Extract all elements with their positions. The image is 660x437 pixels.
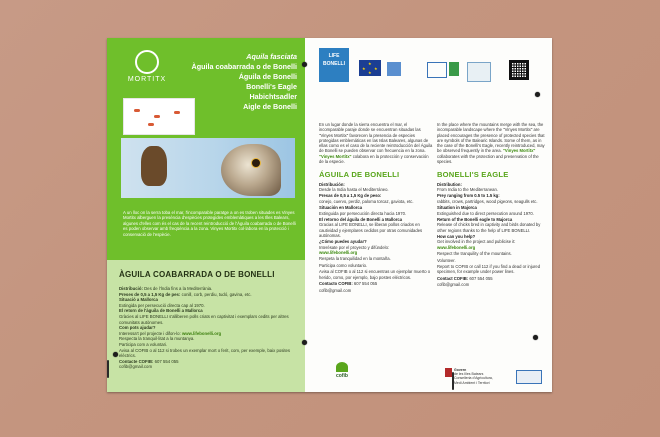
en-item-text: Release of chicks bred in captivity and birds donated by other regions thanks to the help of LIFE BONELLI. (437, 222, 541, 233)
mounting-screw (302, 62, 307, 67)
en-help-line: Report to COFIB or call 112 if you find a dead or injured specimen, for example under power lines. (437, 264, 541, 275)
en-item-text: Get involved in the project and publicise it: (437, 239, 516, 245)
en-item (437, 193, 545, 204)
es-website-link: www.lifebonelli.org (319, 249, 358, 255)
ca-item-text: conill, corb, perdiu, tudó, gavina, etc. (181, 291, 252, 297)
qr-code-icon[interactable] (509, 60, 529, 80)
es-item-text: Extinguida por persecución directa hacia 1970. (319, 210, 407, 216)
govern-line: de les Illes Balears (454, 372, 484, 377)
es-contact-email: cofib@gmail.com (319, 287, 352, 293)
en-intro-text: In the place where the mountains merge with the sea, the incomparable landscape where the "Vinyes Mortitx" are placed encourages the presence of protected species that are symbols of the Balearic Islands. Some of them, as in the case of the Bonelli's Eagle, recently reintroduced, may be observed frequently in the area. (437, 122, 545, 154)
cofib-mark-icon (336, 362, 348, 372)
es-item-label: Presas de 0,5 a 1,5 Kg de peso: (319, 193, 382, 199)
en-item (437, 182, 545, 193)
eagle-photo (121, 138, 295, 198)
en-contact-phone: 607 554 055 (469, 275, 493, 281)
en-contact-label: Contact COFIB: (437, 275, 469, 281)
name-french: Aigle de Bonelli (243, 102, 297, 111)
name-catalan: Àguila coabarrada o de Bonelli (191, 62, 297, 71)
en-help-line: Volunteer. (437, 257, 456, 263)
name-spanish: Águila de Bonelli (238, 72, 297, 81)
partner-logos (319, 46, 544, 84)
en-contact-email: cofib@gmail.com (437, 282, 470, 288)
es-item-text: Desde la India hasta el Mediterráneo. (319, 186, 389, 192)
es-help-line: Participa como voluntario. (319, 262, 368, 268)
en-item-label: How can you help? (437, 234, 476, 240)
en-contact (437, 276, 545, 281)
species-names (177, 52, 297, 112)
es-item-text: Gracias al LIFE BONELLI, se liberan pollos criados en cautividad y ejemplares cedidos por otras comunidades autónomas. (319, 222, 423, 238)
ca-contact-phone: 607 554 055 (154, 358, 179, 364)
government-logo (427, 62, 447, 78)
english-column (437, 122, 545, 289)
mounting-wire (107, 360, 109, 378)
left-panel (107, 38, 305, 392)
mortitx-logo-text: MORTITX (127, 76, 167, 83)
govern-illes-balears-logo (454, 368, 514, 385)
spanish-body (319, 182, 433, 293)
en-intro-brand: "Vinyes Mortitx" (502, 148, 536, 154)
en-item (437, 217, 545, 233)
ca-item-text: Interessa't pel projecte i difon-lo: (119, 330, 181, 336)
ca-help-line: Respecta la tranquil·litat a la muntanya. (119, 336, 195, 342)
es-item-text: Interésate por el proyecto y difúndelo: (319, 244, 390, 250)
govern-line: Conselleria d'Agricultura, (454, 376, 493, 381)
en-intro-tail: collaborates with the protection and preservation of the species. (437, 153, 539, 165)
en-item-label: Distribution: (437, 181, 462, 187)
crest-icon (445, 368, 452, 377)
en-item-text: From India to the Mediterranean. (437, 186, 498, 192)
es-item (319, 193, 433, 204)
en-item (437, 205, 545, 216)
ca-item-label: Situació a Mallorca (119, 297, 158, 303)
distribution-map (123, 98, 195, 135)
leaf-icon (135, 50, 159, 74)
cofib-logo (329, 362, 355, 386)
mortitx-logo (117, 50, 177, 83)
info-board (107, 38, 552, 392)
en-item (437, 234, 545, 250)
spanish-heading: ÁGUILA DE BONELLI (319, 170, 400, 180)
eu-star-icon: ★ (374, 66, 378, 71)
govern-line: Medi Ambient i Territori (454, 380, 490, 385)
mounting-screw (533, 335, 538, 340)
ca-item-label: El retorn de l'àguila de Bonelli a Mallorca (119, 308, 203, 314)
en-website-link: www.lifebonelli.org (437, 244, 476, 250)
intro-catalan-text: A un lloc on la serra toba el mar, l'incomparable paratge a on es troben situades es Vinyes Mortitx alberguen la presència d'espècies protegides emblemàtiques a les Illes Balears, algunes d'elles com és el cas de la recent reintroducció de l'Àguila coabarrada o de Bonelli es poden observar amb freqüència a la zona. Vinyes Mortitx col·labora en la protecció i conservació de l'espècie. (123, 210, 296, 237)
name-english: Bonelli's Eagle (246, 82, 297, 91)
es-contact (319, 281, 433, 286)
es-help-line: Avisa al COFIB o al 112 si encuentras un ejemplar muerto o herido, como, por ejemplo, bajo postes eléctricos. (319, 269, 431, 280)
es-intro-tail: colabora en la protección y conservación de la especie. (319, 153, 429, 165)
en-item-text: rabbits, crows, partridges, wood pigeons, seagulls etc. (437, 198, 538, 204)
mounting-wire (452, 372, 454, 390)
catalan-body (119, 286, 295, 370)
es-item-label: Distribución: (319, 181, 345, 187)
life-bonelli-logo-text: LIFE BONELLI (323, 53, 345, 67)
english-heading: BONELLI'S EAGLE (437, 170, 509, 180)
life-small-logo (449, 62, 459, 76)
es-item-label: El retorno del águila de Bonelli a Mallorca (319, 217, 403, 223)
es-intro-brand: "Vinyes Mortitx" (319, 153, 352, 159)
en-item-label: Prey ranging from 0.5 to 1.5 kg: (437, 193, 500, 199)
ca-item (119, 297, 295, 308)
ca-item-label: Distribució: (119, 286, 143, 291)
eu-star-icon: ★ (362, 66, 366, 71)
natura-logo (387, 62, 401, 76)
latin-name: Aquila fasciata (246, 52, 297, 61)
ca-item-label: Preses de 0,5 a 1,5 Kg de pes: (119, 291, 181, 297)
natura-2000-logo (467, 62, 491, 82)
es-contact-label: Contacto COFIB: (319, 281, 353, 287)
ca-contact-label: Contacte COFIB: (119, 358, 154, 364)
map-range-mark (148, 123, 154, 126)
es-contact-phone: 607 554 055 (353, 281, 378, 287)
life-bonelli-logo (319, 48, 349, 82)
es-item (319, 239, 433, 255)
english-intro (437, 122, 545, 164)
catalan-heading: ÀGUILA COABARRADA O DE BONELLI (119, 270, 275, 279)
es-item (319, 182, 433, 193)
eu-flag-icon (359, 60, 381, 76)
en-item-label: Return of the Bonelli eagle to Majorca (437, 217, 513, 223)
english-body (437, 182, 545, 288)
es-item (319, 205, 433, 216)
footer-logos (319, 356, 544, 388)
en-item-label: Situation in Majorca (437, 205, 477, 211)
es-item-text: conejo, cuervo, perdiz, paloma torcaz, gaviota, etc. (319, 198, 414, 204)
es-item-label: Situación en Mallorca (319, 205, 363, 211)
es-help-line: Respeta la tranquilidad en la montaña. (319, 256, 391, 262)
ca-item-text: Gràcies al LIFE BONELLI s'alliberen polls criats en captivitat i exemplars cedits per altres comunitats autònomes. (119, 313, 289, 325)
eu-star-icon: ★ (368, 61, 372, 66)
ca-website-link: www.lifebonelli.org (181, 330, 222, 336)
ca-contact-email: cofib@gmail.com (119, 364, 153, 370)
eagle-head-image (221, 144, 281, 196)
en-help-line: Respect the tranquility of the mountains. (437, 251, 512, 257)
mounting-screw (535, 92, 540, 97)
ca-help-line: Participa com a voluntari. (119, 341, 168, 347)
ca-item-label: Com pots ajudar? (119, 325, 156, 331)
ca-item (119, 325, 295, 336)
es-intro-text: En un lugar donde la sierra encuentra el mar, el incomparable paraje donde se encuentran situadas las "Vinyes Mortitx" favorecen la presencia de especies protegidas emblemáticas en las Islas Baleares, algunas de ellas como es el caso de la reciente reintroducción del Águila de Bonelli se pueden observar con frecuencia en la zona. (319, 122, 433, 154)
cofib-logo-text: cofib (336, 373, 348, 379)
ca-item-text: Des de l'Índia fins a la Mediterrània. (144, 286, 213, 291)
ca-item-text: Extingida per persecució directa cap al 1970. (119, 302, 205, 308)
map-range-mark (154, 115, 160, 118)
mounting-screw (302, 340, 307, 345)
ca-help-line: Avisa al COFIB o al 112 si trobes un exemplar mort o ferit, com, per exemple, baix posites elèctrics. (119, 347, 291, 359)
es-item (319, 217, 433, 238)
ajuntament-logo (516, 370, 542, 384)
name-german: Habichtsadler (249, 92, 297, 101)
mounting-screw (113, 352, 118, 357)
map-range-mark (174, 111, 180, 114)
eagle-eye (251, 158, 261, 168)
eu-star-icon: ★ (368, 70, 372, 75)
map-range-mark (134, 109, 140, 112)
eagle-in-flight-image (141, 146, 167, 186)
govern-line: Govern (454, 368, 467, 372)
ca-item (119, 308, 295, 325)
en-item-text: Extinguished due to direct persecution around 1970. (437, 210, 534, 216)
es-item-label: ¿Cómo puedes ayudar? (319, 239, 367, 245)
spanish-intro (319, 122, 433, 164)
spanish-column (319, 122, 433, 294)
